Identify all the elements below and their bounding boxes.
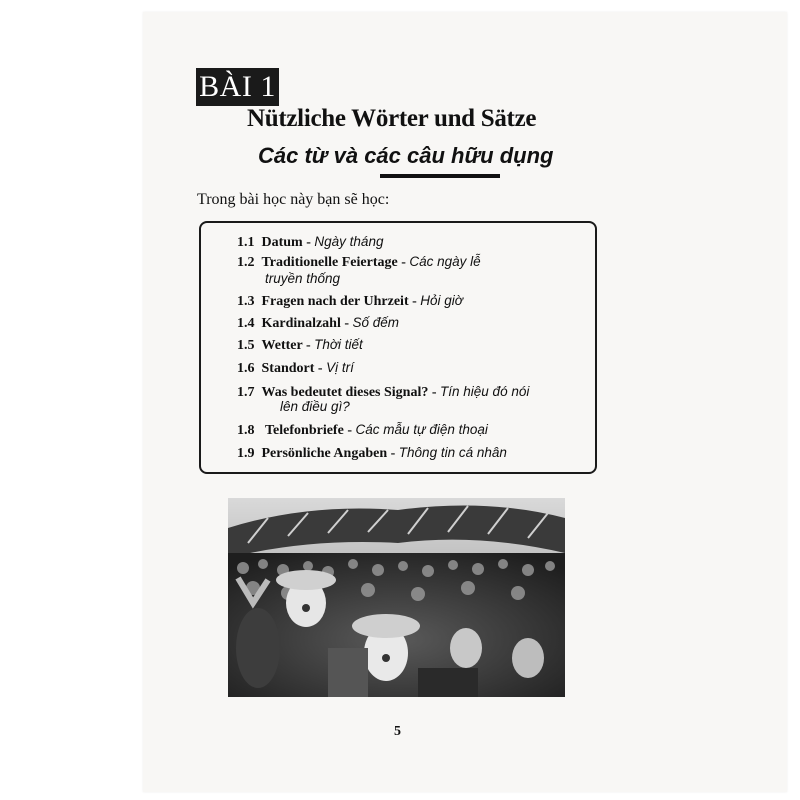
toc-german: Was bedeutet dieses Signal? xyxy=(261,385,429,400)
toc-number: 1.5 xyxy=(237,338,255,353)
intro-text: Trong bài học này bạn sẽ học: xyxy=(197,191,390,208)
toc-german: Traditionelle Feiertage xyxy=(261,255,398,270)
toc-item xyxy=(237,291,463,311)
toc-separator: - xyxy=(302,235,315,250)
toc-vietnamese: Ngày tháng xyxy=(314,234,384,249)
carnival-crowd-photo xyxy=(228,498,565,697)
toc-german: Standort xyxy=(261,361,315,376)
toc-vietnamese: Số đếm xyxy=(352,315,400,330)
toc-vietnamese: Tín hiệu đó nói xyxy=(440,384,530,399)
toc-number: 1.9 xyxy=(237,446,255,461)
toc-number: 1.3 xyxy=(237,294,255,309)
toc-vietnamese: Các ngày lễ xyxy=(409,254,481,269)
toc-item xyxy=(237,252,481,272)
toc-german: Datum xyxy=(261,235,303,250)
page-number: 5 xyxy=(394,724,401,739)
lesson-title-german: Nützliche Wörter und Sätze xyxy=(247,105,537,132)
toc-vietnamese: Thời tiết xyxy=(314,337,363,352)
toc-separator: - xyxy=(314,361,327,376)
toc-german: Telefonbriefe xyxy=(265,423,344,438)
toc-vietnamese-continued: lên điều gì? xyxy=(280,399,350,414)
toc-separator: - xyxy=(387,446,399,461)
toc-german: Kardinalzahl xyxy=(261,316,341,331)
toc-item xyxy=(237,443,507,463)
toc-separator: - xyxy=(302,338,315,353)
toc-item xyxy=(237,232,383,252)
toc-german: Persönliche Angaben xyxy=(261,446,388,461)
toc-item xyxy=(237,358,354,378)
toc-number: 1.6 xyxy=(237,361,255,376)
toc-separator: - xyxy=(340,316,353,331)
toc-number: 1.2 xyxy=(237,255,255,270)
toc-vietnamese: Hỏi giờ xyxy=(420,293,463,308)
toc-number: 1.8 xyxy=(237,423,255,438)
toc-separator: - xyxy=(397,255,410,270)
toc-separator: - xyxy=(408,294,421,309)
toc-vietnamese: Các mẫu tự điện thoại xyxy=(355,422,488,437)
toc-number: 1.4 xyxy=(237,316,255,331)
lesson-title-vietnamese: Các từ và các câu hữu dụng xyxy=(258,143,554,168)
toc-vietnamese: Vị trí xyxy=(326,360,354,375)
toc-separator: - xyxy=(343,423,356,438)
toc-german: Fragen nach der Uhrzeit xyxy=(261,294,409,309)
toc-vietnamese: Thông tin cá nhân xyxy=(398,445,507,460)
lesson-badge: BÀI 1 xyxy=(196,68,279,106)
toc-vietnamese-continued: truyền thống xyxy=(265,271,341,286)
title-underline xyxy=(380,174,500,178)
toc-separator: - xyxy=(428,385,441,400)
toc-item xyxy=(237,335,363,355)
toc-item xyxy=(237,313,399,333)
toc-number: 1.7 xyxy=(237,385,255,400)
toc-german: Wetter xyxy=(261,338,303,353)
toc-number: 1.1 xyxy=(237,235,255,250)
toc-item xyxy=(237,420,488,440)
